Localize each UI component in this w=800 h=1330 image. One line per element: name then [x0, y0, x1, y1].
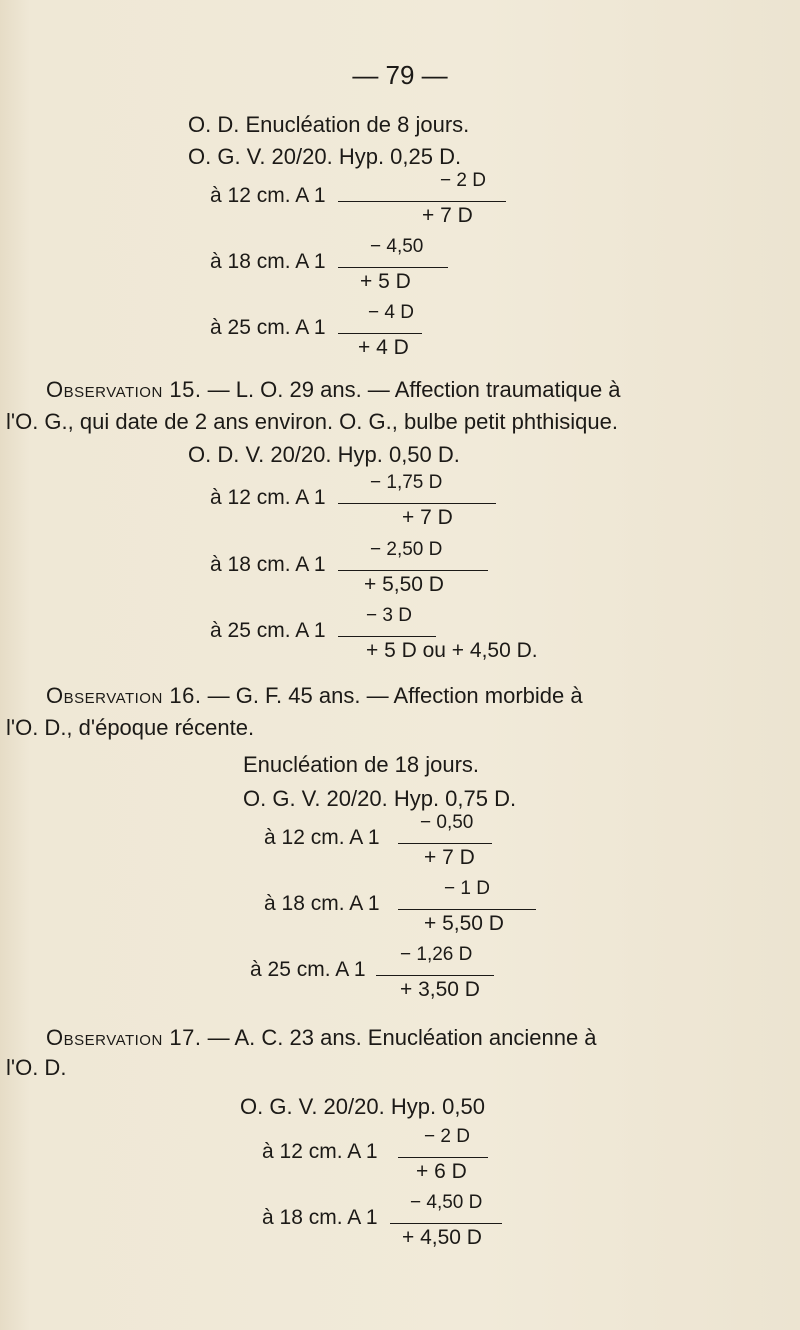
measure-denominator: + 3,50 D [400, 978, 480, 1001]
measure-numerator: − 3 D [366, 605, 412, 626]
measure-denominator: + 5,50 D [424, 912, 504, 935]
measure-denominator: + 7 D [422, 204, 473, 227]
fraction-bar [338, 201, 506, 202]
measure-numerator: − 4 D [368, 302, 414, 323]
obs16-text: — G. F. 45 ans. — Affection morbide à [201, 683, 583, 708]
measure-label: à 18 cm. A 1 [210, 250, 326, 273]
obs14-line1: O. D. Enucléation de 8 jours. [188, 112, 470, 137]
fraction-bar [338, 503, 496, 504]
fraction-bar [398, 843, 492, 844]
measure-label: à 18 cm. A 1 [210, 553, 326, 576]
measure-numerator: − 1 D [444, 878, 490, 899]
measure-label: à 18 cm. A 1 [262, 1206, 378, 1229]
obs16-paragraph-line1 [46, 680, 583, 712]
obs15-text: — L. O. 29 ans. — Affection traumatique à [201, 377, 621, 402]
obs17-paragraph-line1 [46, 1022, 597, 1054]
measure-label: à 12 cm. A 1 [210, 184, 326, 207]
measure-numerator: − 1,75 D [370, 472, 443, 493]
measure-label: à 12 cm. A 1 [264, 826, 380, 849]
page-number: — 79 — [352, 60, 448, 90]
measure-denominator: + 4,50 D [402, 1226, 482, 1249]
fraction-bar [338, 333, 422, 334]
measure-numerator: − 2 D [424, 1126, 470, 1147]
measure-label: à 12 cm. A 1 [210, 486, 326, 509]
obs17-heading: Observation 17. [46, 1025, 202, 1050]
obs17-line3: O. G. V. 20/20. Hyp. 0,50 [240, 1094, 485, 1119]
obs16-line4: O. G. V. 20/20. Hyp. 0,75 D. [243, 786, 517, 811]
measure-numerator: − 2 D [440, 170, 486, 191]
measure-label: à 12 cm. A 1 [262, 1140, 378, 1163]
obs14-line2: O. G. V. 20/20. Hyp. 0,25 D. [188, 144, 462, 169]
measure-denominator: + 6 D [416, 1160, 467, 1183]
fraction-bar [390, 1223, 502, 1224]
measure-label: à 25 cm. A 1 [210, 619, 326, 642]
measure-denominator: + 7 D [424, 846, 475, 869]
obs15-paragraph-line2: l'O. G., qui date de 2 ans environ. O. G., bulbe petit phthisique. [6, 409, 619, 434]
measure-denominator: + 5 D [360, 270, 411, 293]
obs16-paragraph-line2: l'O. D., d'époque récente. [6, 715, 255, 740]
measure-denominator: + 4 D [358, 336, 409, 359]
obs15-line3: O. D. V. 20/20. Hyp. 0,50 D. [188, 442, 460, 467]
fraction-bar [338, 636, 436, 637]
measure-numerator: − 0,50 [420, 812, 474, 833]
measure-label: à 18 cm. A 1 [264, 892, 380, 915]
measure-numerator: − 4,50 [370, 236, 424, 257]
measure-label: à 25 cm. A 1 [250, 958, 366, 981]
fraction-bar [338, 267, 448, 268]
measure-numerator: − 1,26 D [400, 944, 473, 965]
fraction-bar [398, 1157, 488, 1158]
obs17-text: — A. C. 23 ans. Enucléation ancienne à [201, 1025, 597, 1050]
fraction-bar [376, 975, 494, 976]
measure-denominator: + 7 D [402, 506, 453, 529]
obs16-line3: Enucléation de 18 jours. [243, 752, 480, 777]
obs17-paragraph-line2: l'O. D. [6, 1055, 67, 1080]
fraction-bar [338, 570, 488, 571]
obs15-heading: Observation 15. [46, 377, 202, 402]
measure-denominator: + 5,50 D [364, 573, 444, 596]
measure-label: à 25 cm. A 1 [210, 316, 326, 339]
obs16-heading: Observation 16. [46, 683, 202, 708]
measure-denominator: + 5 D ou + 4,50 D. [366, 639, 538, 662]
measure-numerator: − 2,50 D [370, 539, 443, 560]
measure-numerator: − 4,50 D [410, 1192, 483, 1213]
obs15-paragraph-line1 [46, 374, 621, 406]
fraction-bar [398, 909, 536, 910]
